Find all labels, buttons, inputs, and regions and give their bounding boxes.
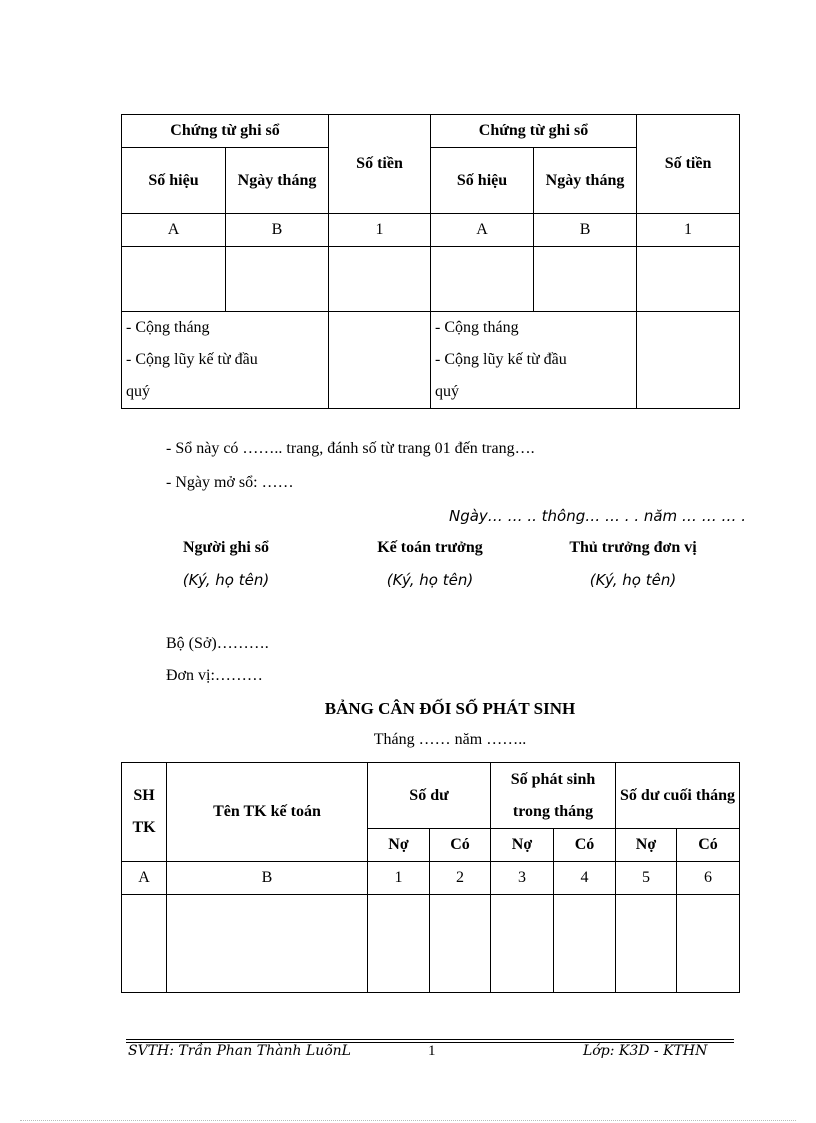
credit-header: Có [430, 829, 491, 862]
empty-cell [329, 247, 431, 312]
debit-header: Nợ [616, 829, 677, 862]
arising-header: Số phát sinh trong tháng [491, 763, 616, 829]
empty-cell [226, 247, 329, 312]
code-cell: 1 [329, 214, 431, 247]
code-cell: 1 [368, 862, 430, 895]
empty-cell [122, 895, 167, 993]
total-month-label: - Cộng tháng [435, 319, 519, 336]
sign-note: (Ký, họ tên) [589, 571, 677, 589]
empty-cell [430, 895, 491, 993]
account-name-header: Tên TK kế toán [167, 763, 368, 862]
total-cumulative-label: - Cộng lũy kế từ đầu quý [435, 351, 567, 400]
footer-page-number: 1 [428, 1043, 436, 1059]
empty-cell [677, 895, 740, 993]
period-line: Tháng …… năm …….. [373, 731, 527, 748]
totals-cell-right [431, 312, 637, 409]
signature-date-line: Ngày… … .. thông… … . . năm … … … . [449, 507, 747, 525]
credit-header: Có [677, 829, 740, 862]
code-cell: 5 [616, 862, 677, 895]
code-cell: 4 [554, 862, 616, 895]
amount-header-right: Số tiền [637, 115, 740, 214]
page-bottom-dotted-rule [20, 1120, 796, 1121]
voucher-group-header-right: Chứng từ ghi sổ [431, 115, 637, 148]
amount-header-left: Số tiền [329, 115, 431, 214]
ledger-table [121, 114, 740, 409]
end-balance-header: Số dư cuối tháng [616, 763, 740, 829]
empty-cell [329, 312, 431, 409]
debit-header: Nợ [368, 829, 430, 862]
empty-cell [616, 895, 677, 993]
role-chief-accountant: Kế toán trưởng [377, 539, 483, 556]
page-title: BẢNG CÂN ĐỐI SỐ PHÁT SINH [324, 699, 576, 718]
code-cell: 3 [491, 862, 554, 895]
voucher-group-header-left: Chứng từ ghi sổ [122, 115, 329, 148]
footer-student: SVTH: Trần Phan Thành LuõnL [128, 1043, 351, 1059]
open-date-note: - Ngày mở sổ: …… [166, 474, 294, 491]
empty-cell [637, 247, 740, 312]
total-month-label: - Cộng tháng [126, 319, 210, 336]
debit-header: Nợ [491, 829, 554, 862]
code-cell: 1 [637, 214, 740, 247]
balance-header: Số dư [368, 763, 491, 829]
code-cell: B [167, 862, 368, 895]
balance-sheet-table [121, 762, 740, 993]
pages-note: - Sổ này có …….. trang, đánh số từ trang 01 đến trang…. [166, 440, 535, 457]
footer-class: Lớp: K3D - KTHN [583, 1043, 708, 1059]
code-cell: 2 [430, 862, 491, 895]
total-cumulative-label: - Cộng lũy kế từ đầu quý [126, 351, 258, 400]
code-cell: 6 [677, 862, 740, 895]
empty-cell [431, 247, 534, 312]
code-cell: A [431, 214, 534, 247]
code-cell: A [122, 862, 167, 895]
role-unit-head: Thủ trưởng đơn vị [569, 539, 697, 556]
date-header-left: Ngày tháng [226, 148, 329, 214]
ministry-line: Bộ (Sở)………. [166, 635, 269, 652]
credit-header: Có [554, 829, 616, 862]
empty-cell [167, 895, 368, 993]
code-cell: B [534, 214, 637, 247]
code-cell: A [122, 214, 226, 247]
shtk-header: SH TK [122, 763, 167, 862]
totals-cell-left [122, 312, 329, 409]
number-header-right: Số hiệu [431, 148, 534, 214]
number-header-left: Số hiệu [122, 148, 226, 214]
empty-cell [554, 895, 616, 993]
role-recorder: Người ghi sổ [182, 539, 270, 556]
sign-note: (Ký, họ tên) [182, 571, 270, 589]
empty-cell [122, 247, 226, 312]
empty-cell [368, 895, 430, 993]
code-cell: B [226, 214, 329, 247]
footer-rule [126, 1039, 734, 1040]
empty-cell [534, 247, 637, 312]
unit-line: Đơn vị:……… [166, 667, 263, 684]
sign-note: (Ký, họ tên) [386, 571, 474, 589]
date-header-right: Ngày tháng [534, 148, 637, 214]
empty-cell [491, 895, 554, 993]
empty-cell [637, 312, 740, 409]
